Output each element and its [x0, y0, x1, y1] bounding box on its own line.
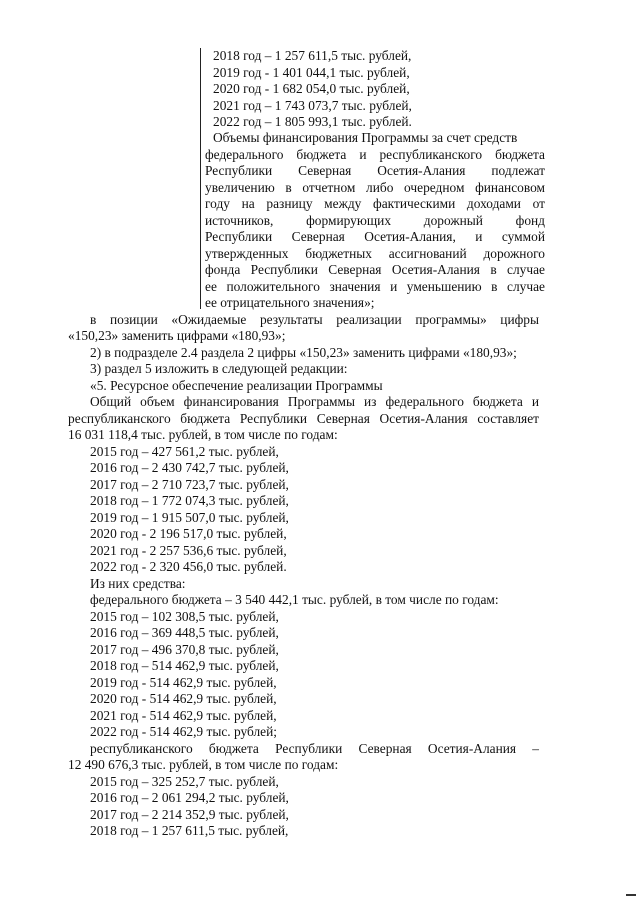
box-paragraph-line: федерального бюджета и республиканского бюджета: [205, 146, 545, 162]
republic-year-line: 2018 год – 1 257 611,5 тыс. рублей,: [90, 823, 289, 838]
amendment-line: 2) в подразделе 2.4 раздела 2 цифры «150,23» заменить цифрами «180,93»;: [90, 344, 517, 360]
total-year-line: 2022 год - 2 320 456,0 тыс. рублей.: [90, 559, 287, 575]
republic-year-line: 2015 год – 325 252,7 тыс. рублей,: [90, 773, 279, 789]
top-year-line: 2019 год - 1 401 044,1 тыс. рублей,: [213, 64, 410, 80]
federal-year-line: 2020 год - 514 462,9 тыс. рублей,: [90, 691, 277, 707]
section-heading: «5. Ресурсное обеспечение реализации Программы: [90, 377, 383, 393]
federal-year-line: 2017 год – 496 370,8 тыс. рублей,: [90, 641, 279, 657]
page-edge-mark: [626, 894, 636, 896]
republic-year-line: 2017 год – 2 214 352,9 тыс. рублей,: [90, 806, 289, 822]
total-year-line: 2018 год – 1 772 074,3 тыс. рублей,: [90, 493, 289, 509]
box-paragraph-line: Объемы финансирования Программы за счет средств: [213, 130, 518, 146]
federal-intro-line: федерального бюджета – 3 540 442,1 тыс. рублей, в том числе по годам:: [90, 592, 499, 608]
federal-year-line: 2015 год – 102 308,5 тыс. рублей,: [90, 608, 279, 624]
total-year-line: 2021 год - 2 257 536,6 тыс. рублей,: [90, 542, 287, 558]
box-paragraph-line: Республики Северная Осетия-Алания подлежат: [205, 163, 545, 179]
box-paragraph-line: фонда Республики Северная Осетия-Алания в случае: [205, 262, 545, 278]
federal-year-line: 2018 год – 514 462,9 тыс. рублей,: [90, 658, 279, 674]
total-intro-line: республиканского бюджета Республики Северная Осетия-Алания составляет: [68, 410, 539, 426]
box-paragraph-line: увеличению в отчетном либо очередном финансовом: [205, 179, 545, 195]
top-year-line: 2021 год – 1 743 073,7 тыс. рублей,: [213, 97, 412, 113]
top-year-line: 2022 год – 1 805 993,1 тыс. рублей.: [213, 114, 412, 129]
total-year-line: 2019 год – 1 915 507,0 тыс. рублей,: [90, 509, 289, 525]
total-year-line: 2015 год – 427 561,2 тыс. рублей,: [90, 443, 279, 459]
amendment-line: 3) раздел 5 изложить в следующей редакции:: [90, 361, 348, 377]
top-year-line: 2020 год - 1 682 054,0 тыс. рублей,: [213, 81, 410, 96]
total-year-line: 2017 год – 2 710 723,7 тыс. рублей,: [90, 476, 289, 492]
box-paragraph-line: источников, формирующих дорожный фонд: [205, 212, 545, 228]
total-year-line: 2020 год - 2 196 517,0 тыс. рублей,: [90, 526, 287, 542]
box-paragraph-line: году на разницу между фактическими доходами от: [205, 196, 545, 212]
of-which-line: Из них средства:: [90, 575, 186, 591]
total-intro-line: 16 031 118,4 тыс. рублей, в том числе по годам:: [68, 427, 338, 443]
republic-year-line: 2016 год – 2 061 294,2 тыс. рублей,: [90, 790, 289, 805]
box-paragraph-line: ее положительного значения и уменьшению в случае: [205, 278, 545, 294]
federal-year-line: 2021 год - 514 462,9 тыс. рублей,: [90, 707, 277, 723]
federal-year-line: 2016 год – 369 448,5 тыс. рублей,: [90, 625, 279, 641]
top-year-line: 2018 год – 1 257 611,5 тыс. рублей,: [213, 48, 412, 63]
amendment-line: в позиции «Ожидаемые результаты реализации программы» цифры: [90, 311, 539, 327]
republic-intro-line: 12 490 676,3 тыс. рублей, в том числе по годам:: [68, 757, 339, 772]
box-paragraph-line: ее отрицательного значения»;: [205, 295, 375, 311]
total-year-line: 2016 год – 2 430 742,7 тыс. рублей,: [90, 460, 289, 476]
republic-intro-line: республиканского бюджета Республики Северная Осетия-Алания –: [90, 740, 539, 756]
total-intro-line: Общий объем финансирования Программы из федерального бюджета и: [90, 394, 539, 410]
federal-year-line: 2019 год - 514 462,9 тыс. рублей,: [90, 674, 277, 690]
federal-year-line: 2022 год - 514 462,9 тыс. рублей;: [90, 724, 277, 740]
box-paragraph-line: Республики Северная Осетия-Алания, и суммой: [205, 229, 545, 245]
table-border-line: [200, 48, 201, 309]
amendment-line: «150,23» заменить цифрами «180,93»;: [68, 328, 286, 344]
box-paragraph-line: утвержденных бюджетных ассигнований дорожного: [205, 245, 545, 261]
